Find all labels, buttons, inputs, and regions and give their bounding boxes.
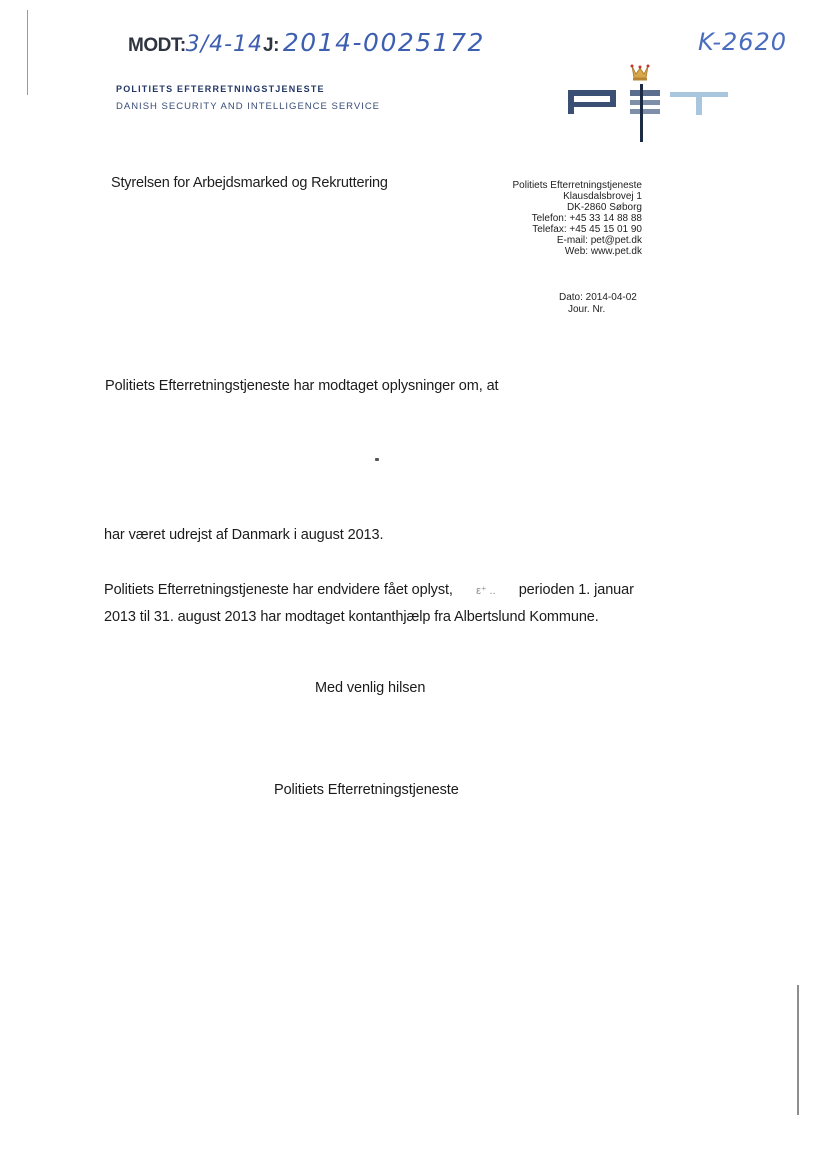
redacted-text: ε⁺ .. bbox=[476, 585, 496, 597]
recipient-address: Styrelsen for Arbejdsmarked og Rekruttering bbox=[111, 175, 388, 191]
sender-email: E-mail: pet@pet.dk bbox=[556, 235, 642, 246]
date-block bbox=[520, 292, 642, 316]
sender-fax: Telefax: +45 45 15 01 90 bbox=[532, 224, 642, 235]
sender-block bbox=[470, 180, 642, 257]
body-paragraph-3-line-2: 2013 til 31. august 2013 har modtaget kontanthjælp fra Albertslund Kommune. bbox=[104, 609, 599, 625]
agency-name-english: DANISH SECURITY AND INTELLIGENCE SERVICE bbox=[116, 101, 381, 112]
scan-edge-artifact-left bbox=[27, 10, 28, 95]
closing-greeting: Med venlig hilsen bbox=[315, 680, 426, 696]
pet-logo bbox=[566, 62, 731, 142]
sender-name: Politiets Efterretningstjeneste bbox=[512, 180, 642, 191]
letter-date: Dato: 2014-04-02 bbox=[559, 292, 637, 303]
stamp-modt-label: MODT: bbox=[128, 35, 186, 56]
stamp-case-number: 2014-0025172 bbox=[282, 28, 485, 57]
scan-edge-artifact-right bbox=[797, 985, 799, 1115]
p3-end: perioden 1. januar bbox=[518, 582, 634, 598]
crown-icon bbox=[631, 65, 650, 81]
handwritten-reference: K-2620 bbox=[698, 28, 788, 56]
journal-number: Jour. Nr. bbox=[568, 304, 606, 315]
p3-start: Politiets Efterretningstjeneste har endvidere fået oplyst, bbox=[104, 582, 453, 598]
sender-city: DK-2860 Søborg bbox=[566, 202, 642, 213]
body-paragraph-1: Politiets Efterretningstjeneste har modtaget oplysninger om, at bbox=[105, 378, 499, 394]
agency-name-danish: POLITIETS EFTERRETNINGSTJENESTE bbox=[116, 84, 325, 94]
signature: Politiets Efterretningstjeneste bbox=[274, 782, 459, 798]
receipt-stamp bbox=[128, 28, 485, 58]
sender-street: Klausdalsbrovej 1 bbox=[563, 191, 642, 202]
sender-web: Web: www.pet.dk bbox=[564, 246, 642, 257]
body-paragraph-2: har været udrejst af Danmark i august 2013. bbox=[104, 527, 384, 543]
stamp-received-date: 3/4-14 bbox=[185, 32, 263, 57]
body-paragraph-3-line-1 bbox=[104, 582, 634, 598]
sender-phone: Telefon: +45 33 14 88 88 bbox=[531, 213, 642, 224]
pet-letters bbox=[568, 84, 728, 142]
stamp-j-label: J: bbox=[263, 35, 279, 56]
scan-speck bbox=[375, 458, 379, 461]
